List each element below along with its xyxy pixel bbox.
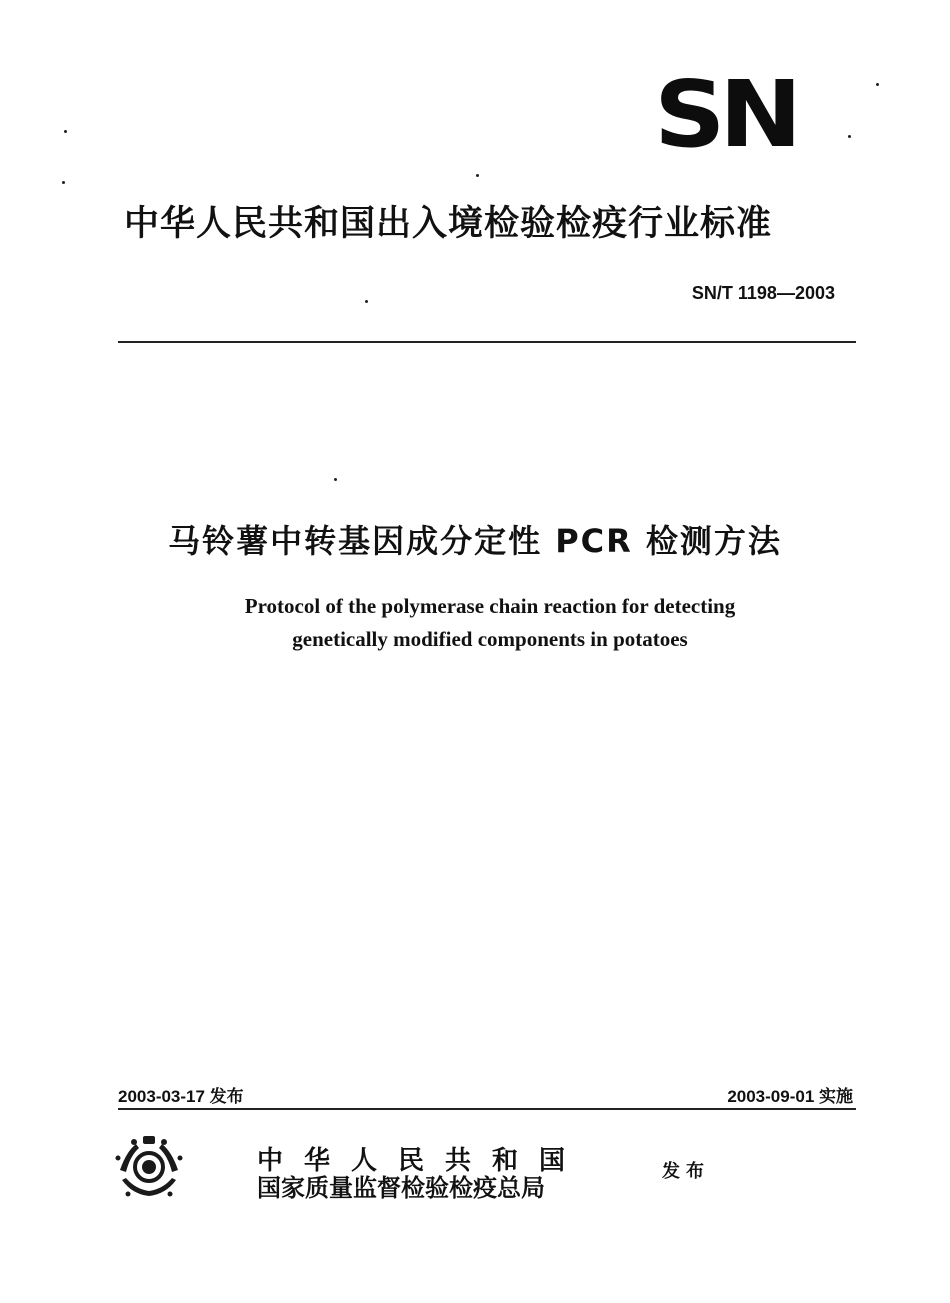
scan-speck xyxy=(365,300,368,303)
document-title-chinese: 马铃薯中转基因成分定性 PCR 检测方法 xyxy=(168,522,782,560)
document-title-english-line1: Protocol of the polymerase chain reaction for detecting xyxy=(244,594,736,618)
publisher-name-line2: 国家质量监督检验检疫总局 xyxy=(257,1173,545,1202)
issue-date: 2003-03-17 发布 xyxy=(118,1087,244,1106)
scan-speck xyxy=(476,174,479,177)
publisher-name-line1: 中华人民共和国 xyxy=(257,1146,587,1176)
publish-label: 发布 xyxy=(662,1161,710,1182)
sn-logo: SN xyxy=(654,61,796,168)
standard-category-title: 中华人民共和国出入境检验检疫行业标准 xyxy=(124,204,773,244)
scan-speck xyxy=(64,130,67,133)
scan-speck xyxy=(876,83,879,86)
header-divider xyxy=(118,341,856,343)
emblem-icon xyxy=(110,1130,188,1202)
scan-speck xyxy=(62,181,65,184)
scan-speck xyxy=(334,478,337,481)
scan-speck xyxy=(848,135,851,138)
standard-number: SN/T 1198—2003 xyxy=(691,283,835,303)
footer-divider xyxy=(118,1108,856,1110)
document-title-english-line2: genetically modified components in potatoes xyxy=(292,627,688,651)
implementation-date: 2003-09-01 实施 xyxy=(727,1087,853,1106)
